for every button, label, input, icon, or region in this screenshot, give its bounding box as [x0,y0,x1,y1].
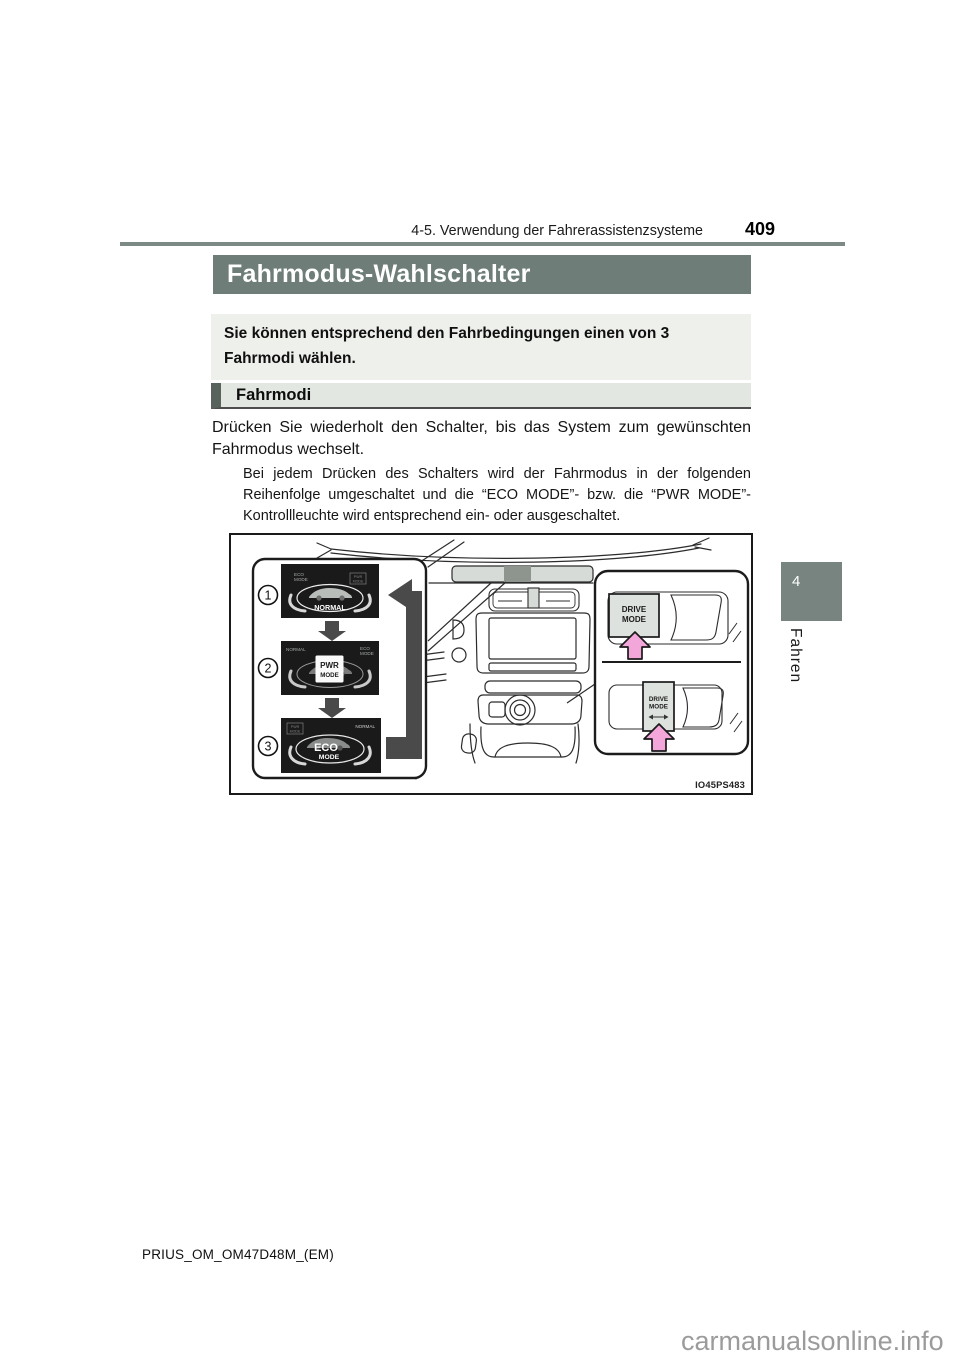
figure-frame [229,533,753,795]
chapter-tab [781,562,842,621]
screen1-eco-label: ECO [294,572,304,577]
svg-text:MODE: MODE [622,615,646,624]
chapter-name: Fahren [787,628,804,684]
section-heading: Fahrmodi [236,386,312,404]
watermark: carmanualsonline.info [681,1326,944,1356]
svg-text:MODE: MODE [649,703,668,711]
chapter-number: 4 [792,573,801,590]
svg-text:MODE: MODE [318,754,340,761]
note-paragraph: Bei jedem Drücken des Schalters wird der Fahrmodus in der folgenden Reihenfolge umgeschaltet und die “ECO MODE”- bzw. die “PWR MODE”-Kontrollleuchte wird entsprechend ein- oder ausgeschaltet. [243,466,751,524]
svg-text:DRIVE: DRIVE [621,605,647,614]
step-1-badge: 1 [264,588,272,603]
svg-text:DRIVE: DRIVE [648,696,669,703]
svg-text:PWR: PWR [320,661,339,670]
screen1-pwr-label: PWR [353,575,363,579]
screen-normal-mode [281,564,379,618]
center-air-vents [489,588,579,611]
page-number: 409 [744,219,775,239]
title-banner [213,255,751,294]
svg-text:MODE: MODE [320,672,339,679]
summary-box: Sie können entsprechend den Fahrbedingungen einen von 3 Fahrmodi wählen. [211,314,751,380]
page-header [212,219,775,240]
screen3-mode-text: ECO [314,742,338,754]
instruction-paragraph: Drücken Sie wiederholt den Schalter, bis das System zum gewünschten Fahrmodus wechselt. [212,419,751,458]
header-section-title: 4-5. Verwendung der Fahrerassistenzsysteme [411,223,703,239]
svg-text:MODE: MODE [289,729,301,734]
document-code: PRIUS_OM_OM47D48M_(EM) [142,1247,334,1262]
screen3-normal-label: NORMAL [355,724,375,729]
svg-text:ECO: ECO [360,646,370,651]
multi-information-display [504,566,531,582]
figure-code: IO45PS483 [695,780,745,790]
svg-text:PWR: PWR [290,725,300,729]
step-2-badge: 2 [264,661,272,676]
section-heading-bar [211,383,751,409]
svg-text:MODE: MODE [294,577,308,582]
svg-text:MODE: MODE [360,651,374,656]
svg-text:MODE: MODE [352,579,364,584]
screen-eco-mode [281,718,381,773]
page-title: Fahrmodus-Wahlschalter [227,260,531,288]
callout-leader-lines [428,582,595,703]
dash-top-display-housing [452,566,593,582]
screen1-mode-text: NORMAL [314,603,346,612]
screen-pwr-mode [281,641,379,695]
screen2-normal-label: NORMAL [286,647,306,652]
header-rule [120,242,845,246]
drive-mode-figure [231,535,751,793]
step-3-badge: 3 [264,739,272,754]
